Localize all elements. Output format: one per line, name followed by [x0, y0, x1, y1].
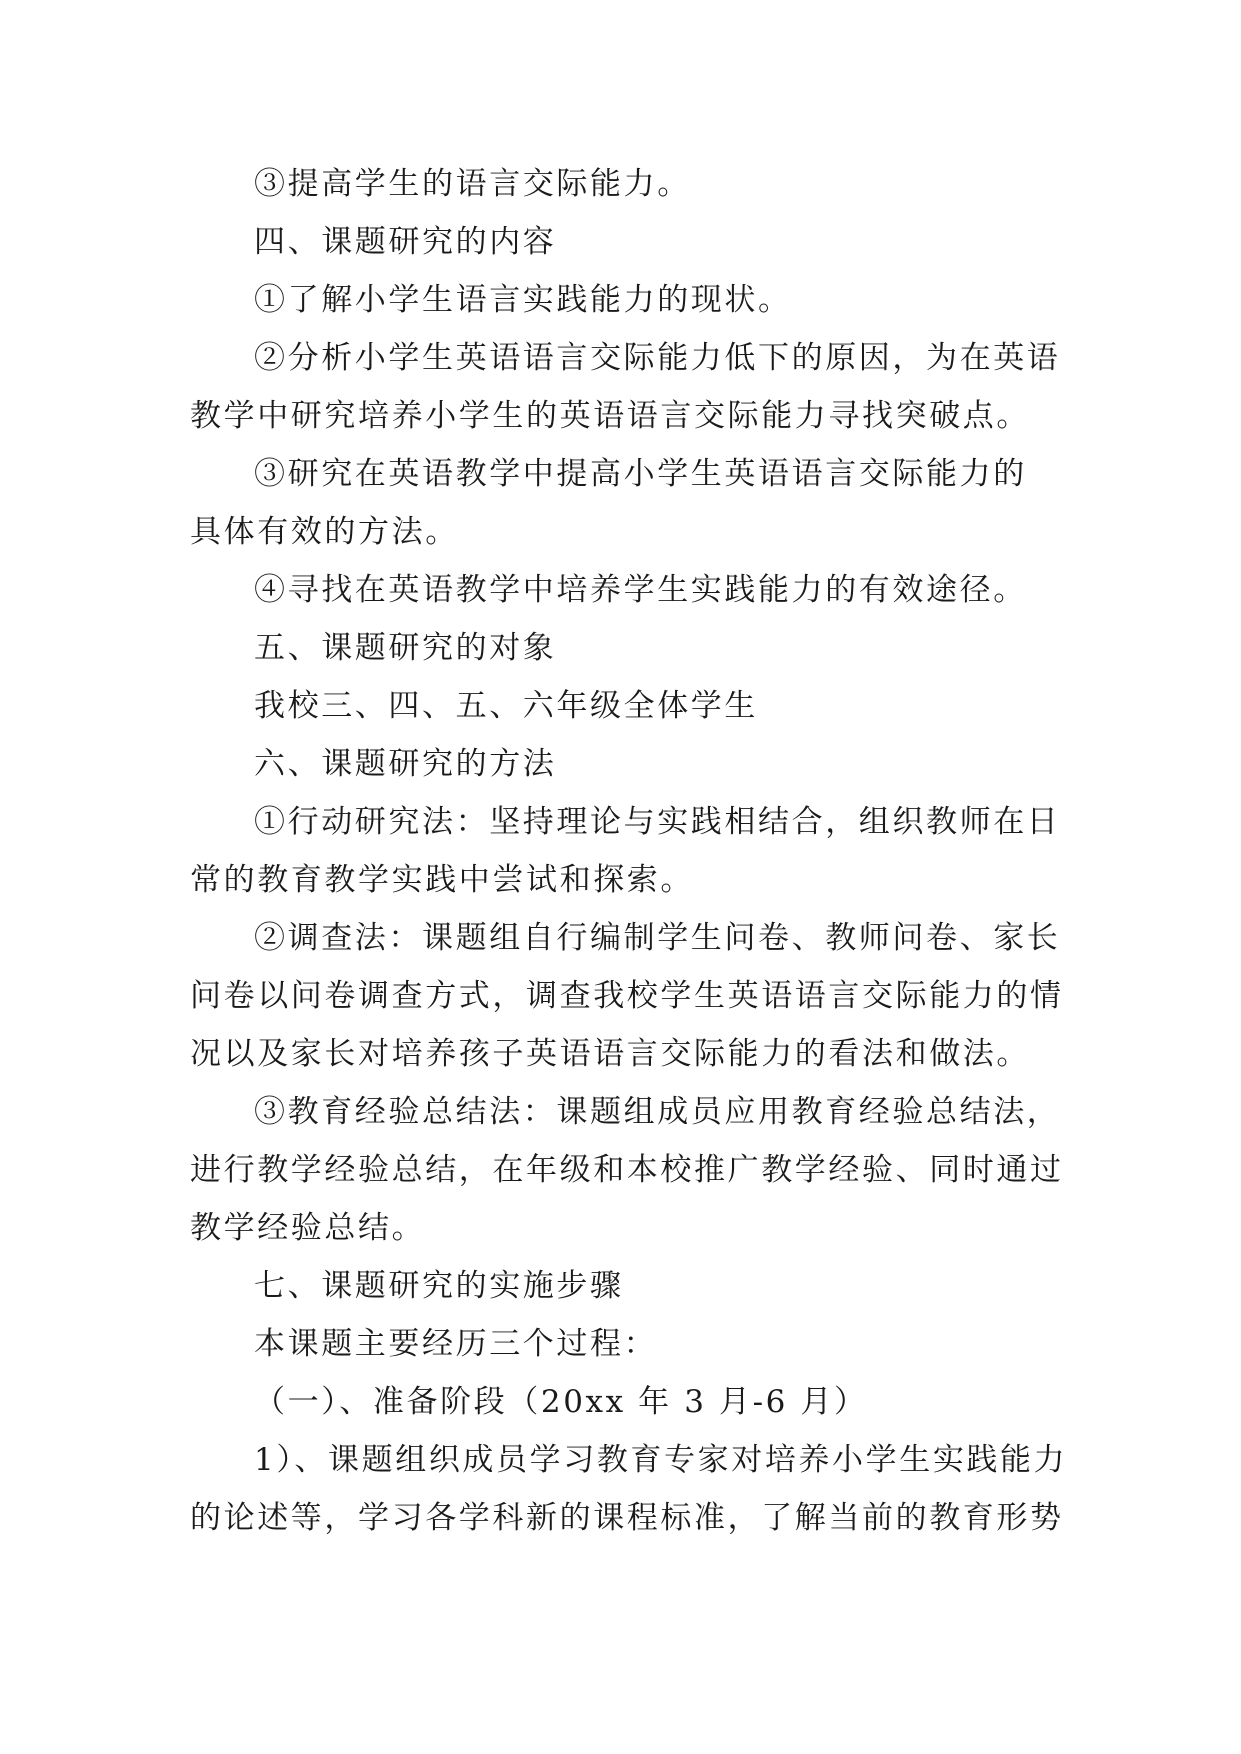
- text-line: 教学经验总结。: [190, 1210, 426, 1246]
- text-line: 我校三、四、五、六年级全体学生: [254, 688, 758, 724]
- text-line: 1）、课题组织成员学习教育专家对培养小学生实践能力: [254, 1442, 1068, 1478]
- text-line: 具体有效的方法。: [190, 514, 459, 550]
- section-heading: 五、课题研究的对象: [254, 630, 557, 666]
- text-line: 教学中研究培养小学生的英语语言交际能力寻找突破点。: [190, 398, 1030, 434]
- text-line: ②调查法：课题组自行编制学生问卷、教师问卷、家长: [254, 920, 1061, 956]
- document-body: [190, 155, 1068, 1547]
- text-line: ③提高学生的语言交际能力。: [254, 166, 691, 202]
- text-line: 进行教学经验总结，在年级和本校推广教学经验、同时通过: [190, 1152, 1064, 1188]
- text-line: 况以及家长对培养孩子英语语言交际能力的看法和做法。: [190, 1036, 1030, 1072]
- text-line: 问卷以问卷调查方式，调查我校学生英语语言交际能力的情: [190, 978, 1064, 1014]
- text-line: 本课题主要经历三个过程：: [254, 1326, 658, 1362]
- text-line: ①行动研究法：坚持理论与实践相结合，组织教师在日: [254, 804, 1061, 840]
- text-line: ①了解小学生语言实践能力的现状。: [254, 282, 792, 318]
- text-line: ③研究在英语教学中提高小学生英语语言交际能力的: [254, 456, 1027, 492]
- section-heading: 四、课题研究的内容: [254, 224, 557, 260]
- text-line: ③教育经验总结法：课题组成员应用教育经验总结法，: [254, 1094, 1061, 1130]
- subsection-heading: （一）、准备阶段（20xx 年 3 月-6 月）: [254, 1384, 868, 1420]
- text-line: ②分析小学生英语语言交际能力低下的原因，为在英语: [254, 340, 1061, 376]
- section-heading: 七、课题研究的实施步骤: [254, 1268, 624, 1304]
- text-line: 的论述等，学习各学科新的课程标准，了解当前的教育形势: [190, 1500, 1064, 1536]
- text-line: 常的教育教学实践中尝试和探索。: [190, 862, 694, 898]
- section-heading: 六、课题研究的方法: [254, 746, 557, 782]
- text-line: ④寻找在英语教学中培养学生实践能力的有效途径。: [254, 572, 1027, 608]
